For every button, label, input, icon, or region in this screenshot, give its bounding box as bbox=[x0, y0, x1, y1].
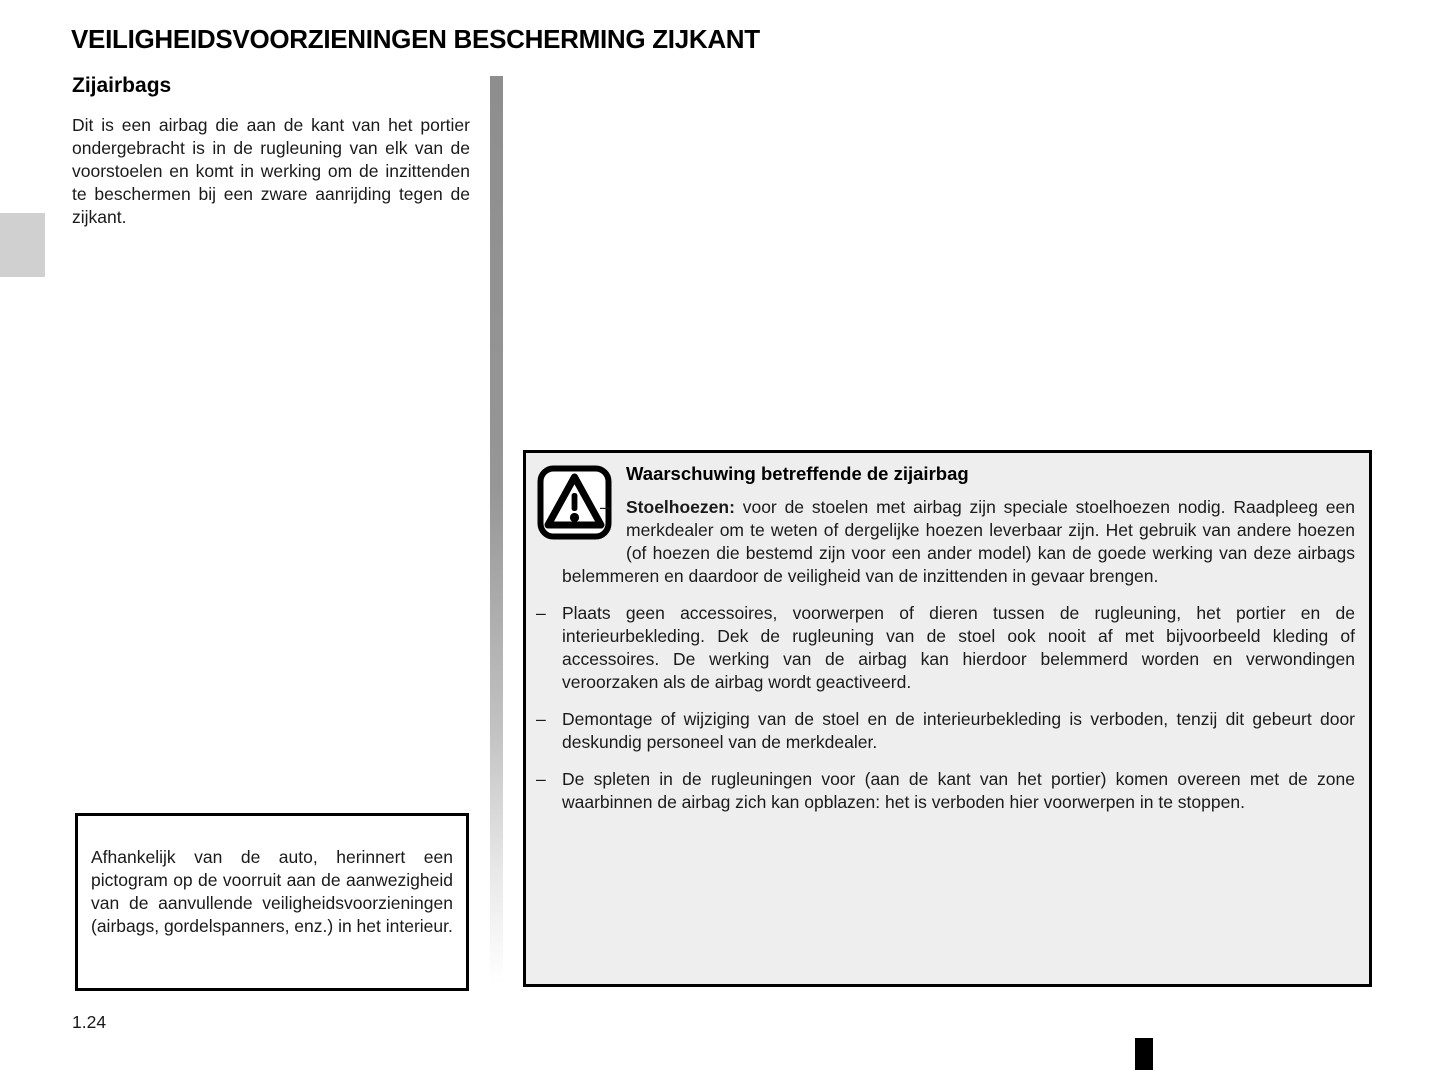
warning-item-text: voor de stoelen met airbag zijn speciale stoelhoezen nodig. Raadpleeg een merkdealer om te weten of dergelijke hoezen leverbaar zijn. Het gebruik van andere hoezen (of hoezen die bestemd zijn voor een ander model) kan de goede werking van deze airbags belemmeren en daardoor de veiligheid van de inzittenden in gevaar brengen. bbox=[562, 497, 1355, 586]
warning-item bbox=[536, 708, 1355, 754]
page-number: 1.24 bbox=[72, 1012, 107, 1032]
warning-item-text: Plaats geen accessoires, voorwerpen of dieren tussen de rugleuning, het portier en de interieurbekleding. Dek de rugleuning van de stoel ook nooit af met bijvoorbeeld kleding of accessoires. De werking van de airbag kan hierdoor belemmerd worden en verwondingen veroorzaken als de airbag wordt geactiveerd. bbox=[562, 603, 1355, 692]
warning-item bbox=[536, 602, 1355, 694]
info-box bbox=[75, 813, 469, 991]
warning-header: Waarschuwing betreffende de zijairbag bbox=[626, 463, 969, 484]
print-registration-mark bbox=[1135, 1038, 1153, 1070]
bullet-dash: – bbox=[600, 497, 610, 517]
warning-item bbox=[536, 496, 1355, 588]
warning-item-text: De spleten in de rugleuningen voor (aan de kant van het portier) komen overeen met de zone waarbinnen de airbag zich kan opblazen: het is verboden hier voorwerpen in te stoppen. bbox=[562, 769, 1355, 812]
column-divider-bar bbox=[490, 76, 503, 984]
section-body-text: Dit is een airbag die aan de kant van het portier ondergebracht is in de rugleuning van elk van de voorstoelen en komt in werking om de inzittenden te beschermen bij een zware aanrijding tegen de zijkant. bbox=[72, 115, 470, 227]
bullet-dash: – bbox=[536, 603, 546, 623]
info-box-text: Afhankelijk van de auto, herinnert een pictogram op de voorruit aan de aanwezigheid van de aanvullende veiligheidsvoorzieningen (airbags, gordelspanners, enz.) in het interieur. bbox=[91, 847, 453, 936]
bullet-dash: – bbox=[536, 709, 546, 729]
left-column bbox=[72, 74, 470, 229]
warning-box bbox=[523, 450, 1372, 987]
section-heading: Zijairbags bbox=[72, 74, 172, 97]
chapter-edge-tab bbox=[0, 213, 45, 277]
warning-item-text: Demontage of wijziging van de stoel en de interieurbekleding is verboden, tenzij dit gebeurt door deskundig personeel van de merkdealer. bbox=[562, 709, 1355, 752]
page-title: VEILIGHEIDSVOORZIENINGEN BESCHERMING ZIJKANT bbox=[71, 24, 760, 54]
bullet-dash: – bbox=[536, 769, 546, 789]
warning-item-lead: Stoelhoezen: bbox=[626, 497, 735, 517]
warning-item bbox=[536, 768, 1355, 814]
